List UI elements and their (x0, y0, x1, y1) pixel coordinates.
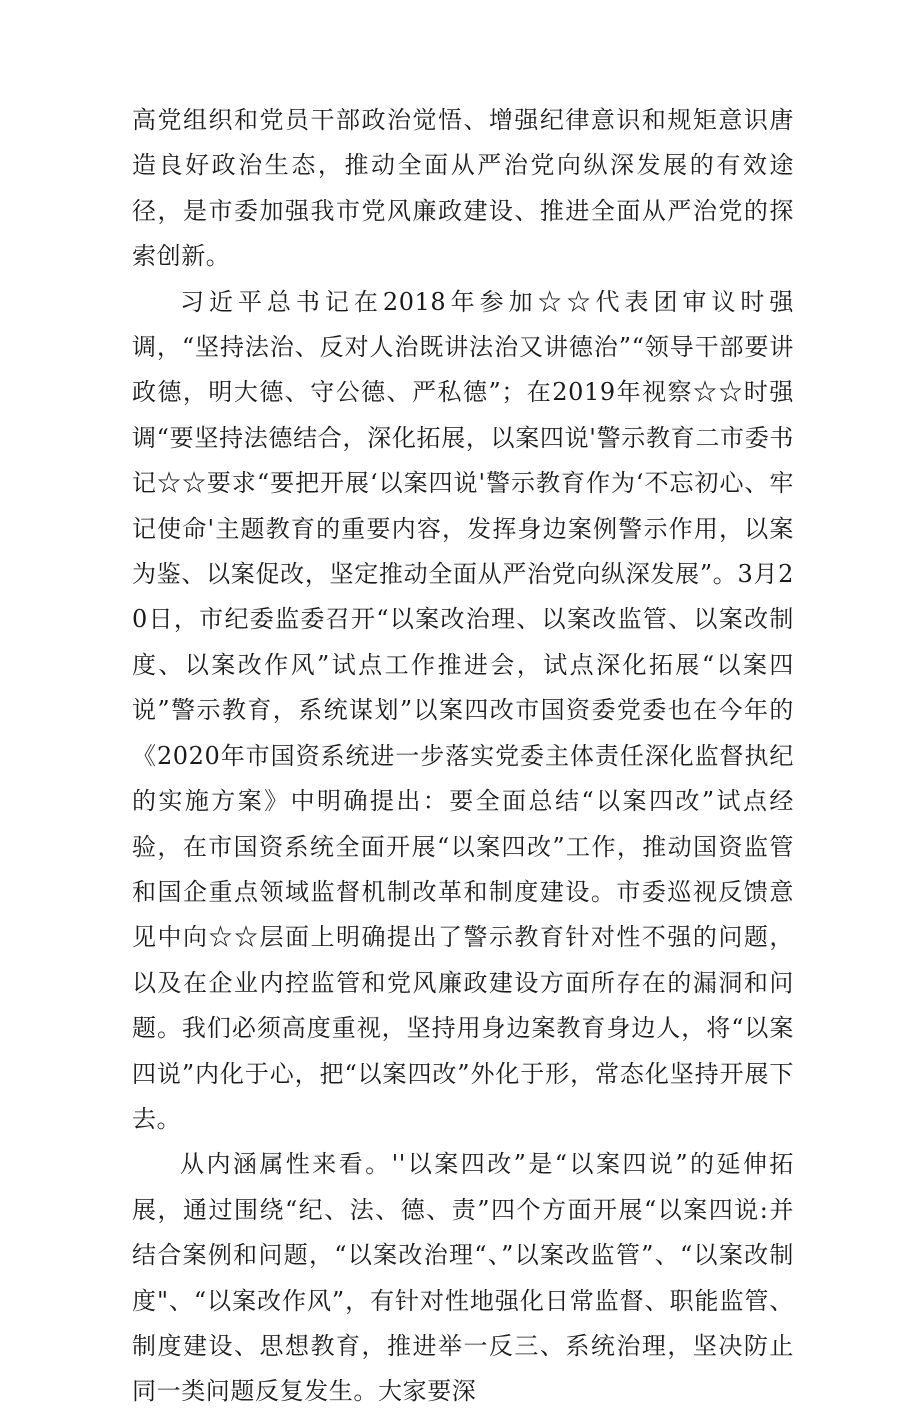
paragraph-1: 高党组织和党员干部政治觉悟、增强纪律意识和规矩意识唐造良好政治生态，推动全面从严治党向纵深发展的有效途径，是市委加强我市党风廉政建设、推进全面从严治党的探索创新。 (132, 106, 794, 271)
paragraph-2: 习近平总书记在2018年参加☆☆代表团审议时强调，“坚持法治、反对人治既讲法治又讲德治”“领导干部要讲政德，明大德、守公德、严私德”；在2019年视察☆☆时强调“要坚持法德结合，深化拓展，以案四说'警示教育二市委书记☆☆要求“要把开展‘以案四说'警示教育作为‘不忘初心、牢记使命'主题教育的重要内容，发挥身边案例警示作用，以案为鉴、以案促改，坚定推动全面从严治党向纵深发展”。3月20日，市纪委监委召开“以案改治理、以案改监管、以案改制度、以案改作风”试点工作推进会，试点深化拓展“以案四说”警示教育，系统谋划”以案四改市国资委党委也在今年的《2020年市国资系统进一步落实党委主体责任深化监督执纪的实施方案》中明确提出：要全面总结“以案四改”试点经验，在市国资系统全面开展“以案四改”工作，推动国资监管和国企重点领域监督机制改革和制度建设。市委巡视反馈意见中向☆☆层面上明确提出了警示教育针对性不强的问题，以及在企业内控监管和党风廉政建设方面所存在的漏洞和问题。我们必须高度重视，坚持用身边案教育身边人，将“以案四说”内化于心，把“以案四改”外化于形，常态化坚持开展下去。 (132, 287, 794, 1133)
document-body (132, 98, 794, 1415)
paragraph-3: 从内涵属性来看。''以案四改”是“以案四说”的延伸拓展，通过围绕“纪、法、德、责”四个方面开展“以案四说:并结合案例和问题，“以案改治理“、”以案改监管”、“以案改制度"、“以案改作风”，有针对性地强化日常监督、职能监管、制度建设、思想教育，推进举一反三、系统治理，坚决防止同一类问题反复发生。大家要深 (132, 1150, 794, 1406)
